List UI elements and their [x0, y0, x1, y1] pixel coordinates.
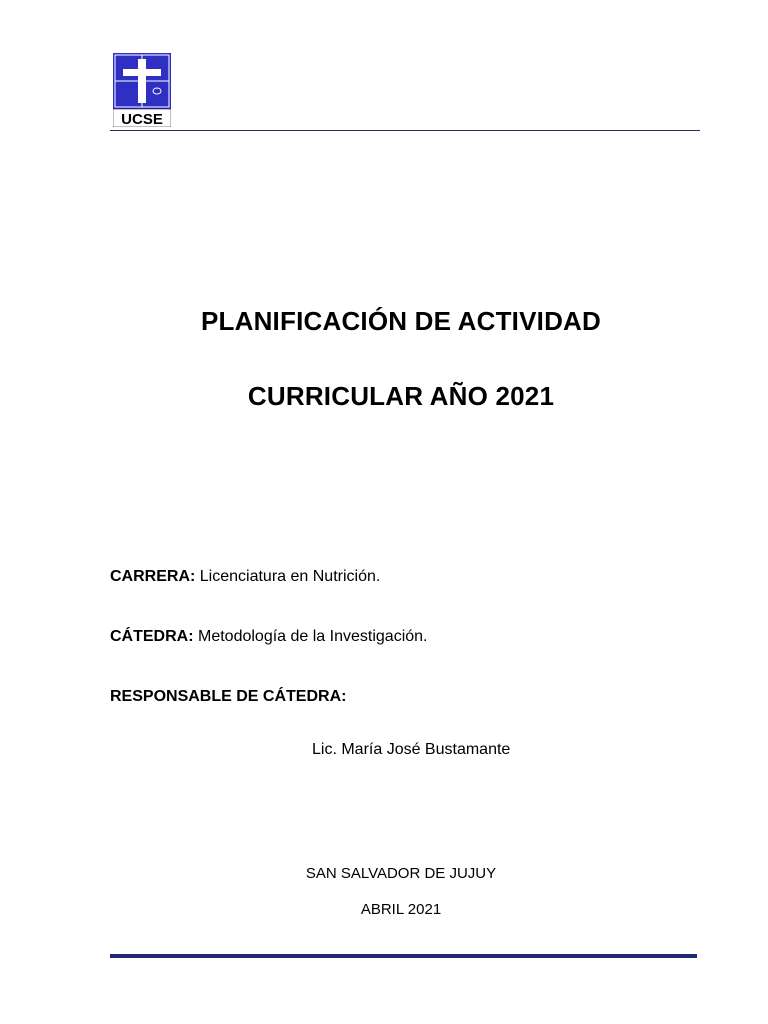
field-carrera — [110, 568, 380, 586]
catedra-label: CÁTEDRA: — [110, 628, 194, 645]
title-line-2: CURRICULAR AÑO 2021 — [247, 381, 555, 411]
footer-city: SAN SALVADOR DE JUJUY — [305, 865, 497, 882]
footer-date: ABRIL 2021 — [360, 901, 442, 918]
logo-text: UCSE — [121, 111, 163, 127]
ucse-logo — [113, 53, 171, 127]
responsable-label: RESPONSABLE DE CÁTEDRA: — [110, 688, 347, 705]
field-catedra — [110, 628, 427, 646]
header-rule — [110, 130, 700, 131]
carrera-label: CARRERA: — [110, 568, 196, 585]
catedra-value: Metodología de la Investigación. — [198, 628, 428, 645]
footer-rule — [110, 954, 697, 958]
carrera-value: Licenciatura en Nutrición. — [199, 568, 381, 585]
field-responsable — [110, 688, 346, 706]
responsable-name: Lic. María José Bustamante — [312, 741, 511, 758]
title-line-1: PLANIFICACIÓN DE ACTIVIDAD — [200, 306, 601, 336]
